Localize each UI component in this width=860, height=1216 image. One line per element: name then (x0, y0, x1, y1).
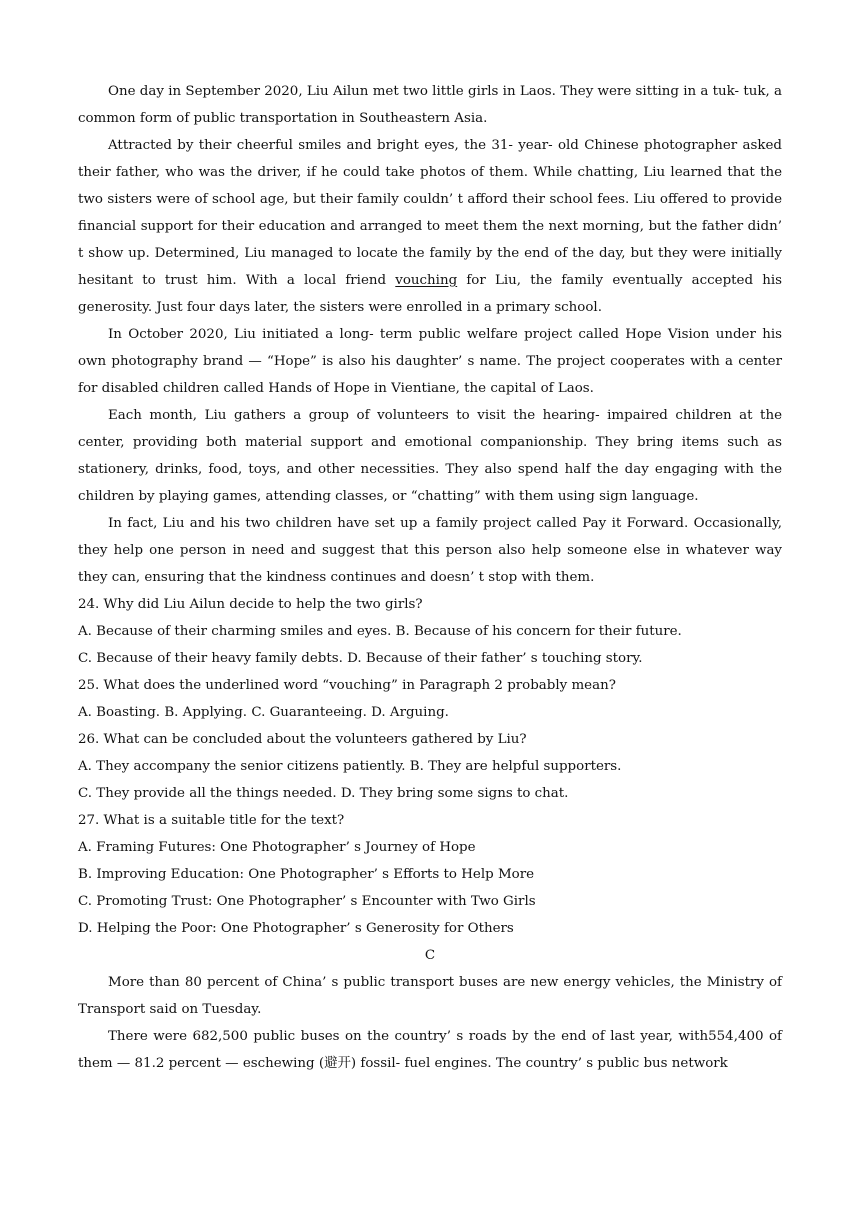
question-25 (78, 672, 782, 726)
question-25-stem: 25. What does the underlined word “vouching” in Paragraph 2 probably mean? (78, 678, 616, 693)
paragraph-2-text-start: Attracted by their cheerful smiles and bright eyes, the 31- year- old Chinese photographer asked their father, who was the driver, if he could take photos of them. While chatting, Liu learned that the two sisters were of school age, but their family couldn’ t afford their school fees. Liu offered to provide financial support for their education and arranged to meet them the next morning, but the father didn’ t show up. Determined, Liu managed to locate the family by the end of the day, but they were initially hesitant to trust him. With a local friend (78, 138, 782, 288)
question-27 (78, 807, 782, 942)
passage-b-paragraph-3: In October 2020, Liu initiated a long- term public welfare project called Hope Vision under his own photography brand — “Hope” is also his daughter’ s name. The project cooperates with a center for disabled children called Hands of Hope in Vientiane, the capital of Laos. (78, 327, 782, 396)
question-26-stem: 26. What can be concluded about the volunteers gathered by Liu? (78, 732, 527, 747)
passage-b-paragraph-1: One day in September 2020, Liu Ailun met two little girls in Laos. They were sitting in a tuk- tuk, a common form of public transportation in Southeastern Asia. (78, 84, 782, 126)
question-27-option-b: B. Improving Education: One Photographer’ s Efforts to Help More (78, 867, 535, 882)
section-c-paragraph-2: There were 682,500 public buses on the country’ s roads by the end of last year, with554,400 of them — 81.2 percent — eschewing (避开) fossil- fuel engines. The country’ s public bus network (78, 1029, 782, 1071)
question-27-option-d: D. Helping the Poor: One Photographer’ s Generosity for Others (78, 921, 514, 936)
exam-page (78, 78, 782, 1077)
question-27-option-a: A. Framing Futures: One Photographer’ s Journey of Hope (78, 840, 476, 855)
question-25-options: A. Boasting. B. Applying. C. Guaranteeing. D. Arguing. (78, 705, 449, 720)
section-c-heading: C (424, 948, 436, 963)
paragraph-2-text-end: for Liu, the family eventually accepted his generosity. Just four days later, the sisters were enrolled in a primary school. (78, 273, 782, 315)
passage-b-paragraph-5: In fact, Liu and his two children have set up a family project called Pay it Forward. Occasionally, they help one person in need and suggest that this person also help someone else in whatever way they can, ensuring that the kindness continues and doesn’ t stop with them. (78, 516, 782, 585)
question-26-options-ab: A. They accompany the senior citizens patiently. B. They are helpful supporters. (78, 759, 622, 774)
question-26-options-cd: C. They provide all the things needed. D. They bring some signs to chat. (78, 786, 569, 801)
passage-b-paragraph-4: Each month, Liu gathers a group of volunteers to visit the hearing- impaired children at the center, providing both material support and emotional companionship. They bring items such as stationery, drinks, food, toys, and other necessities. They also spend half the day engaging with the children by playing games, attending classes, or “chatting” with them using sign language. (78, 408, 782, 504)
question-27-option-c: C. Promoting Trust: One Photographer’ s Encounter with Two Girls (78, 894, 536, 909)
question-24-options-cd: C. Because of their heavy family debts. D. Because of their father’ s touching story. (78, 651, 643, 666)
underlined-word-vouching: vouching (395, 273, 458, 288)
question-26 (78, 726, 782, 807)
question-27-stem: 27. What is a suitable title for the text? (78, 813, 345, 828)
question-24-options-ab: A. Because of their charming smiles and eyes. B. Because of his concern for their future. (78, 624, 682, 639)
passage-b-paragraph-2 (78, 132, 782, 321)
section-c-paragraph-1: More than 80 percent of China’ s public transport buses are new energy vehicles, the Ministry of Transport said on Tuesday. (78, 975, 782, 1017)
question-24 (78, 591, 782, 672)
question-24-stem: 24. Why did Liu Ailun decide to help the two girls? (78, 597, 423, 612)
